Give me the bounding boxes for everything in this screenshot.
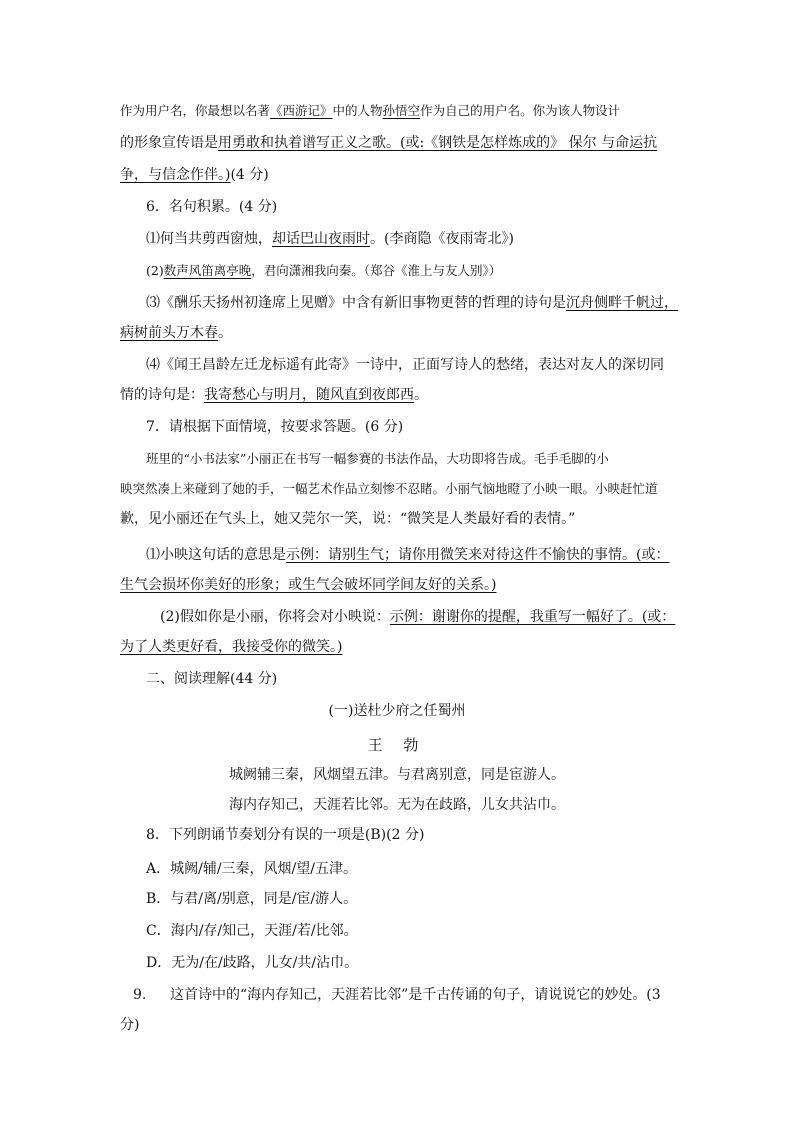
q7-heading: 7．请根据下面情境，按要求答题。(6 分) <box>146 419 404 435</box>
q5-book-answer: 《西游记》 <box>270 103 333 118</box>
q6-answer-4: 我寄愁心与明月，随风直到夜郎西 <box>204 387 414 403</box>
q7-answer-1: ⑴小映这句话的意思是示例：请别生气；请你用微笑来对待这件不愉快的事情。(或： <box>146 547 670 563</box>
q7-scenario-line-2: 映突然凑上来碰到了她的手，一幅艺术作品立刻惨不忍睹。小丽气恼地瞪了小映一眼。小映赶忙道 <box>120 481 658 496</box>
q5-name-answer: 孙悟空 <box>382 103 421 118</box>
q7-scenario-line-3: 歉，见小丽还在气头上，她又莞尔一笑，说：“微笑是人类最好看的表情。” <box>120 511 576 527</box>
q6-item-3: ⑶《酬乐天扬州初逢席上见赠》中含有新旧事物更替的哲理的诗句是沉舟侧畔千帆过， <box>146 295 678 311</box>
q7-scenario-line-1: 班里的“小书法家”小丽正在书写一幅参赛的书法作品，大功即将告成。毛手毛脚的小 <box>146 451 609 466</box>
q6-answer-3a: 沉舟侧畔千帆过， <box>566 295 678 311</box>
poem-author: 王 勃 <box>367 736 427 754</box>
q8-option-b: B．与君/离/别意，同是/宦/游人。 <box>146 891 358 907</box>
q6-item-2: (2)数声风笛离亭晚，君向潇湘我向秦。（郑谷《淮上与友人别》） <box>146 263 502 278</box>
q5-line-1: 作为用户名，你最想以名著《西游记》中的人物孙悟空作为自己的用户名。你为该人物设计 <box>120 103 621 118</box>
q6-answer-3b: 病树前头万木春 <box>120 325 218 341</box>
q8-option-c: C．海内/存/知己，天涯/若/比邻。 <box>146 923 358 939</box>
q6-item-3-cont: 病树前头万木春。 <box>120 325 232 341</box>
q6-item-1: ⑴何当共剪西窗烛，却话巴山夜雨时。(李商隐《夜雨寄北》) <box>146 231 514 247</box>
q6-answer-1: 却话巴山夜雨时 <box>272 231 370 247</box>
q6-item-4: ⑷《闻王昌龄左迁龙标遥有此寄》一诗中，正面写诗人的愁绪，表达对友人的深切同 <box>146 357 664 373</box>
q5-slogan-answer: 用勇敢和执着谱写正义之歌。(或:《钢铁是怎样炼成的》 保尔 与命运抗 <box>218 135 658 151</box>
q8-option-a: A．城阙/辅/三秦，风烟/望/五津。 <box>146 861 357 877</box>
q6-heading: 6．名句积累。(4 分) <box>146 199 278 215</box>
q8-heading: 8．下列朗诵节奏划分有误的一项是(B)(2 分) <box>146 827 425 843</box>
poem-line-1: 城阙辅三秦，风烟望五津。与君离别意，同是宦游人。 <box>229 767 565 783</box>
q7-answer-1-cont: 生气会损坏你美好的形象；或生气会破坏同学间友好的关系。) <box>120 577 497 593</box>
q9-number: 9. <box>133 987 147 1003</box>
q7-answer-2-cont: 为了人类更好看，我接受你的微笑。) <box>120 639 343 655</box>
poem-line-2: 海内存知己，天涯若比邻。无为在歧路，儿女共沾巾。 <box>229 797 565 813</box>
q6-answer-2: 数声风笛离亭晚 <box>163 263 252 278</box>
q9-text-cont: 分) <box>120 1017 140 1033</box>
section-heading: 二、阅读理解(44 分) <box>146 671 278 687</box>
q8-option-d: D．无为/在/歧路，儿女/共/沾巾。 <box>146 955 359 971</box>
poem-title: (一)送杜少府之任蜀州 <box>328 703 466 719</box>
q9-text: 这首诗中的“海内存知己，天涯若比邻”是千古传诵的句子，请说说它的妙处。(3 <box>170 987 661 1003</box>
q5-line-2: 的形象宣传语是用勇敢和执着谱写正义之歌。(或:《钢铁是怎样炼成的》 保尔 与命运抗 <box>120 135 658 151</box>
q6-item-4-cont: 情的诗句是：我寄愁心与明月，随风直到夜郎西。 <box>120 387 428 403</box>
q7-answer-2: (2)假如你是小丽，你将会对小映说：示例：谢谢你的提醒，我重写一幅好了。(或： <box>160 609 676 625</box>
q5-line-3: 争，与信念作伴。)(4 分) <box>120 167 269 183</box>
